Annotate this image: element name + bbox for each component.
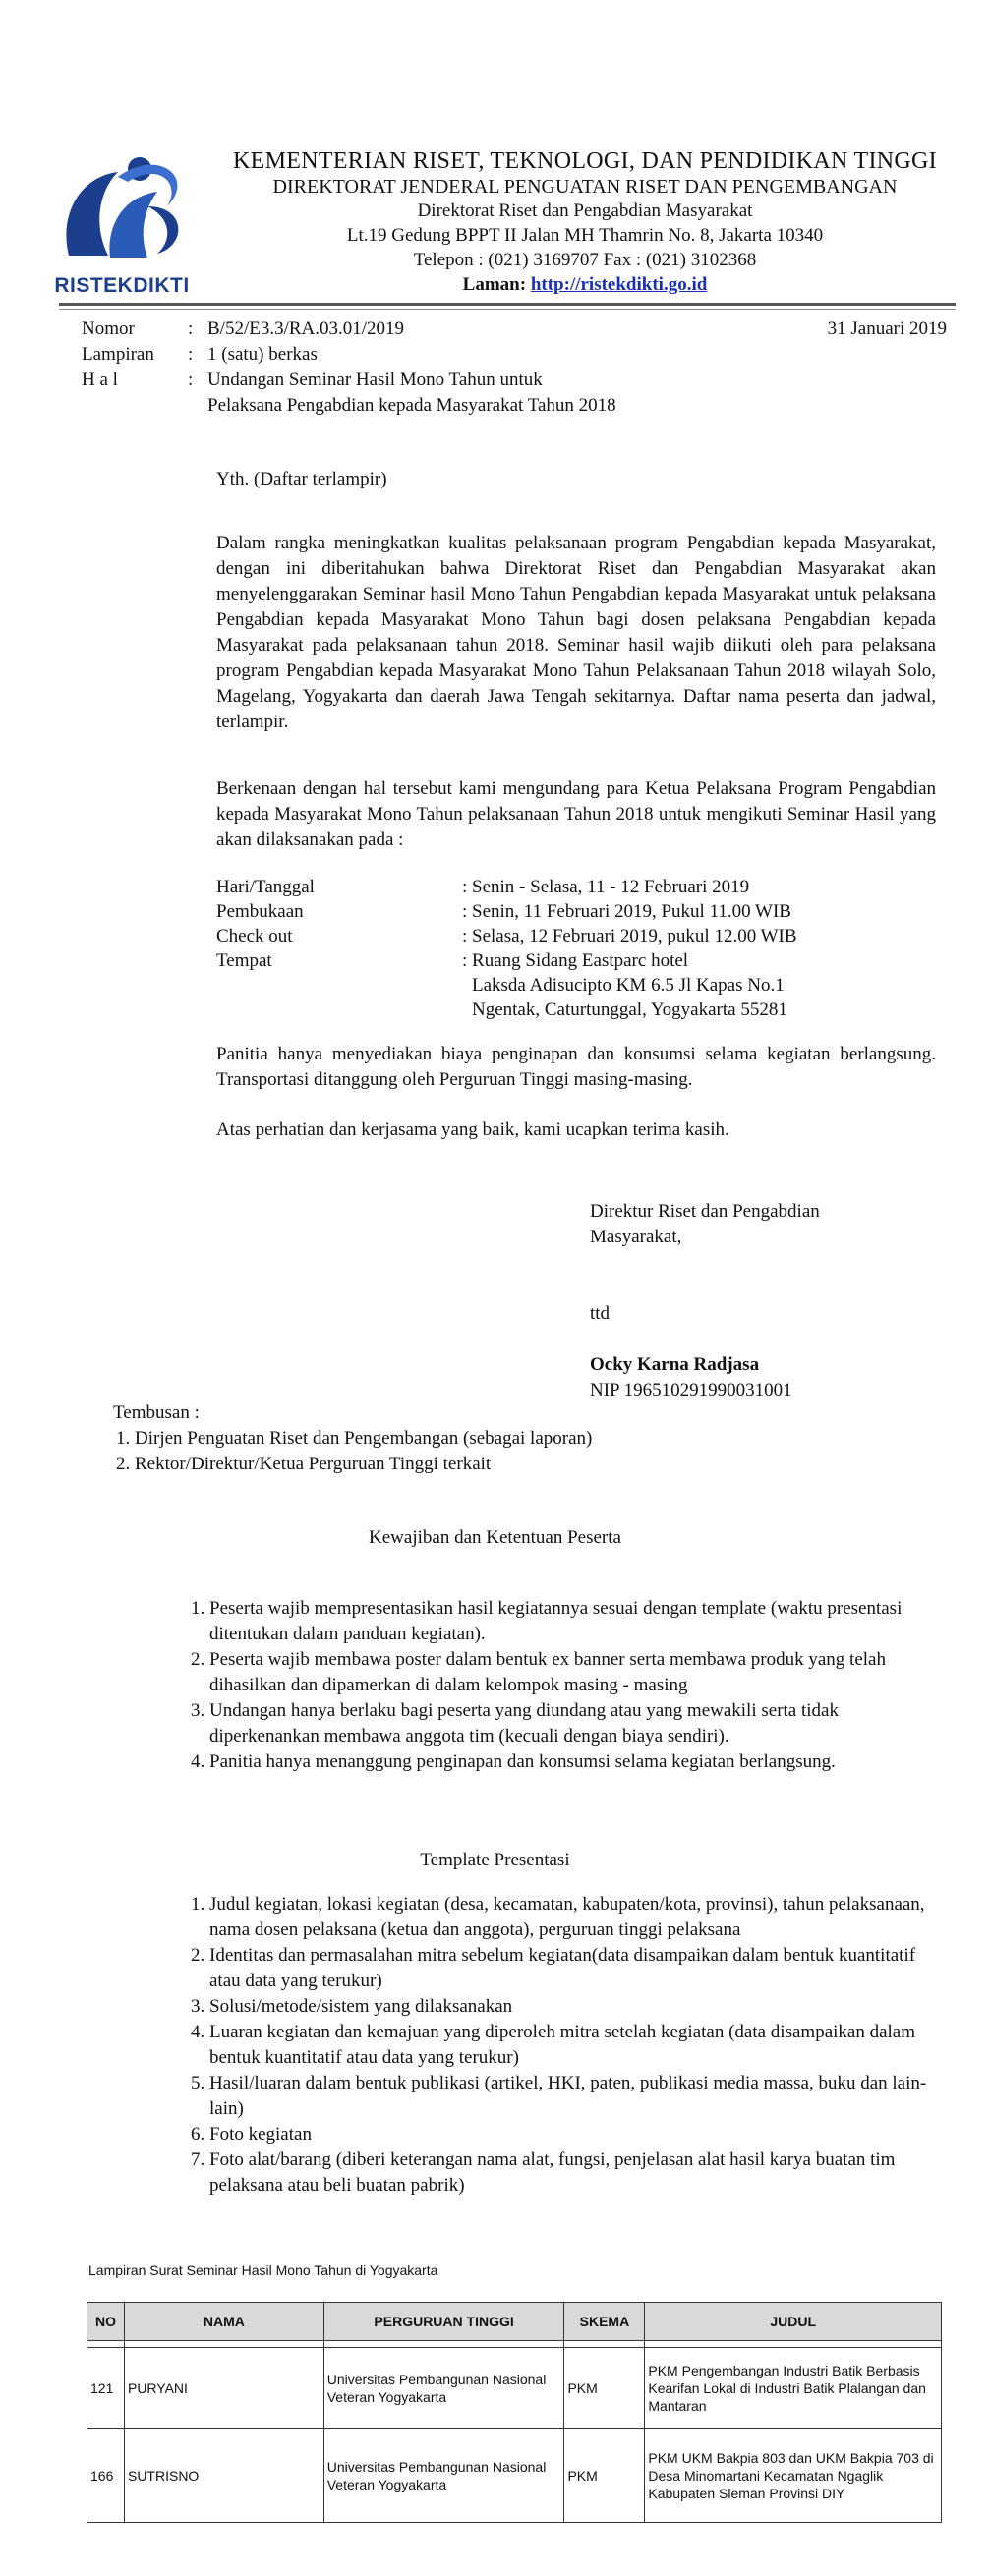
ministry-name: KEMENTERIAN RISET, TEKNOLOGI, DAN PENDIDIKAN TINGGI	[233, 148, 937, 174]
cell-no: 121	[87, 2348, 125, 2429]
signatory-title: Direktur Riset dan Pengabdian	[590, 1201, 820, 1222]
website-label: Laman:	[462, 274, 527, 295]
table-row	[87, 2429, 942, 2523]
hal-label: H a l	[82, 370, 118, 390]
obligations-title: Kewajiban dan Ketentuan Peserta	[369, 1527, 621, 1548]
schedule-label: Tempat	[216, 950, 272, 971]
addressee: Yth. (Daftar terlampir)	[216, 469, 387, 489]
signature-block	[590, 1199, 944, 1403]
cell-skema: PKM	[564, 2348, 645, 2429]
template-title: Template Presentasi	[420, 1850, 570, 1870]
cell-pt: Universitas Pembangunan Nasional Veteran Yogyakarta	[323, 2348, 564, 2429]
cell-no: 166	[87, 2429, 125, 2523]
schedule-value: : Selasa, 12 Februari 2019, pukul 12.00 WIB	[462, 926, 797, 946]
meta-nomor	[82, 316, 947, 342]
schedule-value: : Senin - Selasa, 11 - 12 Februari 2019	[462, 877, 750, 897]
cell-skema: PKM	[564, 2429, 645, 2523]
obligation-item: 1. Peserta wajib mempresentasikan hasil kegiatannya sesuai dengan template (waktu presentasi ditentukan dalam panduan kegiatan).	[209, 1596, 929, 1647]
obligations-list	[172, 1596, 929, 1775]
template-item: 6. Foto kegiatan	[209, 2122, 929, 2147]
lampiran-value: 1 (satu) berkas	[207, 344, 318, 365]
schedule-label: Pembukaan	[216, 901, 304, 922]
col-header-no: NO	[87, 2303, 125, 2341]
schedule-label: Check out	[216, 926, 293, 946]
template-item: 1. Judul kegiatan, lokasi kegiatan (desa, kecamatan, kabupaten/kota, provinsi), tahun pelaksanaan, nama dosen pelaksana (ketua dan anggota), perguruan tinggi pelaksana	[209, 1892, 929, 1943]
directorate-general: DIREKTORAT JENDERAL PENGUATAN RISET DAN PENGEMBANGAN	[272, 176, 898, 198]
body-paragraph-3: Panitia hanya menyediakan biaya penginapan dan konsumsi selama kegiatan berlangsung. Transportasi ditanggung oleh Perguruan Tinggi masing-masing.	[216, 1044, 936, 1090]
template-item: 3. Solusi/metode/sistem yang dilaksanakan	[209, 1994, 929, 2020]
signatory-title-cont: Masyarakat,	[590, 1227, 682, 1247]
colon: :	[188, 370, 194, 390]
obligation-item: 4. Panitia hanya menanggung penginapan dan konsumsi selama kegiatan berlangsung.	[209, 1749, 929, 1775]
signatory-nip: NIP 196510291990031001	[590, 1380, 792, 1401]
tembusan-item: 1. Dirjen Penguatan Riset dan Pengembangan (sebagai laporan)	[135, 1426, 949, 1452]
colon: :	[188, 318, 194, 339]
nomor-value: B/52/E3.3/RA.03.01/2019	[207, 318, 405, 339]
col-header-nama: NAMA	[124, 2303, 323, 2341]
ristekdikti-logo	[49, 147, 195, 305]
body-paragraph-2: Berkenaan dengan hal tersebut kami mengundang para Ketua Pelaksana Program Pengabdian kepada Masyarakat Mono Tahun pelaksanaan Tahun 2018 untuk mengikuti Seminar Hasil yang akan dilaksanakan pada :	[216, 778, 936, 850]
tembusan-label: Tembusan :	[113, 1402, 200, 1423]
tembusan	[113, 1401, 949, 1477]
schedule-value: : Ruang Sidang Eastparc hotel	[462, 950, 689, 971]
signatory-name: Ocky Karna Radjasa	[590, 1354, 760, 1375]
letter-meta	[82, 316, 947, 419]
schedule-label: Hari/Tanggal	[216, 877, 315, 897]
phone-fax: Telepon : (021) 3169707 Fax : (021) 3102368	[413, 250, 757, 270]
obligation-item: 3. Undangan hanya berlaku bagi peserta yang diundang atau yang mewakili serta tidak diperkenankan membawa anggota tim (kecuali dengan biaya sendiri).	[209, 1698, 929, 1749]
annex-caption: Lampiran Surat Seminar Hasil Mono Tahun di Yogyakarta	[88, 2262, 438, 2278]
table-row	[87, 2348, 942, 2429]
meta-hal	[82, 368, 947, 393]
cell-nama: SUTRISNO	[124, 2429, 323, 2523]
letterhead-rule-thin	[59, 309, 956, 310]
website-line	[216, 272, 954, 297]
venue-city: Ngentak, Caturtunggal, Yogyakarta 55281	[472, 1000, 787, 1020]
directorate: Direktorat Riset dan Pengabdian Masyarakat	[417, 200, 753, 221]
cell-judul: PKM Pengembangan Industri Batik Berbasis Kearifan Lokal di Industri Batik Plalangan dan Mantaran	[645, 2348, 942, 2429]
letter-date: 31 Januari 2019	[827, 318, 947, 339]
body-paragraph-4: Atas perhatian dan kerjasama yang baik, kami ucapkan terima kasih.	[216, 1119, 729, 1140]
colon: :	[188, 344, 194, 365]
body-paragraph-1: Dalam rangka meningkatkan kualitas pelaksanaan program Pengabdian kepada Masyarakat, dengan ini diberitahukan bahwa Direktorat Riset dan Pengabdian Masyarakat akan menyelenggarakan Seminar hasil Mono Tahun Pengabdian kepada Masyarakat untuk pelaksana Pengabdian kepada Masyarakat Mono Tahun bagi dosen pelaksana Pengabdian kepada Masyarakat pada pelaksanaan tahun 2018. Seminar hasil wajib diikuti oleh para pelaksana program Pengabdian kepada Masyarakat Mono Tahun Pelaksanaan Tahun 2018 wilayah Solo, Magelang, Yogyakarta dan daerah Jawa Tengah sekitarnya. Daftar nama peserta dan jadwal, terlampir.	[216, 533, 936, 732]
col-header-judul: JUDUL	[645, 2303, 942, 2341]
template-item: 7. Foto alat/barang (diberi keterangan nama alat, fungsi, penjelasan alat hasil karya buatan tim pelaksana atau beli buatan pabrik)	[209, 2147, 929, 2199]
template-list	[172, 1892, 929, 2199]
tembusan-item: 2. Rektor/Direktur/Ketua Perguruan Tinggi terkait	[135, 1452, 949, 1477]
nomor-label: Nomor	[82, 318, 135, 339]
address: Lt.19 Gedung BPPT II Jalan MH Thamrin No. 8, Jakarta 10340	[346, 225, 824, 246]
venue-address: Laksda Adisucipto KM 6.5 Jl Kapas No.1	[472, 975, 785, 996]
cell-pt: Universitas Pembangunan Nasional Veteran Yogyakarta	[323, 2429, 564, 2523]
template-item: 2. Identitas dan permasalahan mitra sebelum kegiatan(data disampaikan dalam bentuk kuantitatif atau data yang terukur)	[209, 1943, 929, 1994]
obligation-item: 2. Peserta wajib membawa poster dalam bentuk ex banner serta membawa produk yang telah dihasilkan dan dipamerkan di dalam kelompok masing - masing	[209, 1647, 929, 1698]
hal-value-cont: Pelaksana Pengabdian kepada Masyarakat Tahun 2018	[207, 395, 616, 416]
website-link[interactable]: http://ristekdikti.go.id	[530, 274, 708, 295]
template-item: 5. Hasil/luaran dalam bentuk publikasi (artikel, HKI, paten, publikasi media massa, buku dan lain-lain)	[209, 2071, 929, 2122]
cell-judul: PKM UKM Bakpia 803 dan UKM Bakpia 703 di Desa Minomartani Kecamatan Ngaglik Kabupaten Sleman Provinsi DIY	[645, 2429, 942, 2523]
schedule-value: : Senin, 11 Februari 2019, Pukul 11.00 WIB	[462, 901, 791, 922]
meta-lampiran	[82, 342, 947, 368]
cell-nama: PURYANI	[124, 2348, 323, 2429]
template-item: 4. Luaran kegiatan dan kemajuan yang diperoleh mitra setelah kegiatan (data disampaikan dalam bentuk kuantitatif atau data yang terukur)	[209, 2020, 929, 2071]
col-header-skema: SKEMA	[564, 2303, 645, 2341]
lampiran-label: Lampiran	[82, 344, 154, 365]
table-header-row	[87, 2303, 942, 2341]
schedule	[216, 875, 954, 1022]
letterhead	[216, 147, 954, 297]
col-header-pt: PERGURUAN TINGGI	[323, 2303, 564, 2341]
signature-ttd: ttd	[590, 1303, 611, 1324]
logo-emblem-icon	[49, 147, 195, 275]
hal-value: Undangan Seminar Hasil Mono Tahun untuk	[207, 370, 543, 390]
logo-text: RISTEKDIKTI	[54, 274, 190, 297]
letterhead-rule	[59, 303, 956, 306]
participants-table	[87, 2302, 942, 2523]
